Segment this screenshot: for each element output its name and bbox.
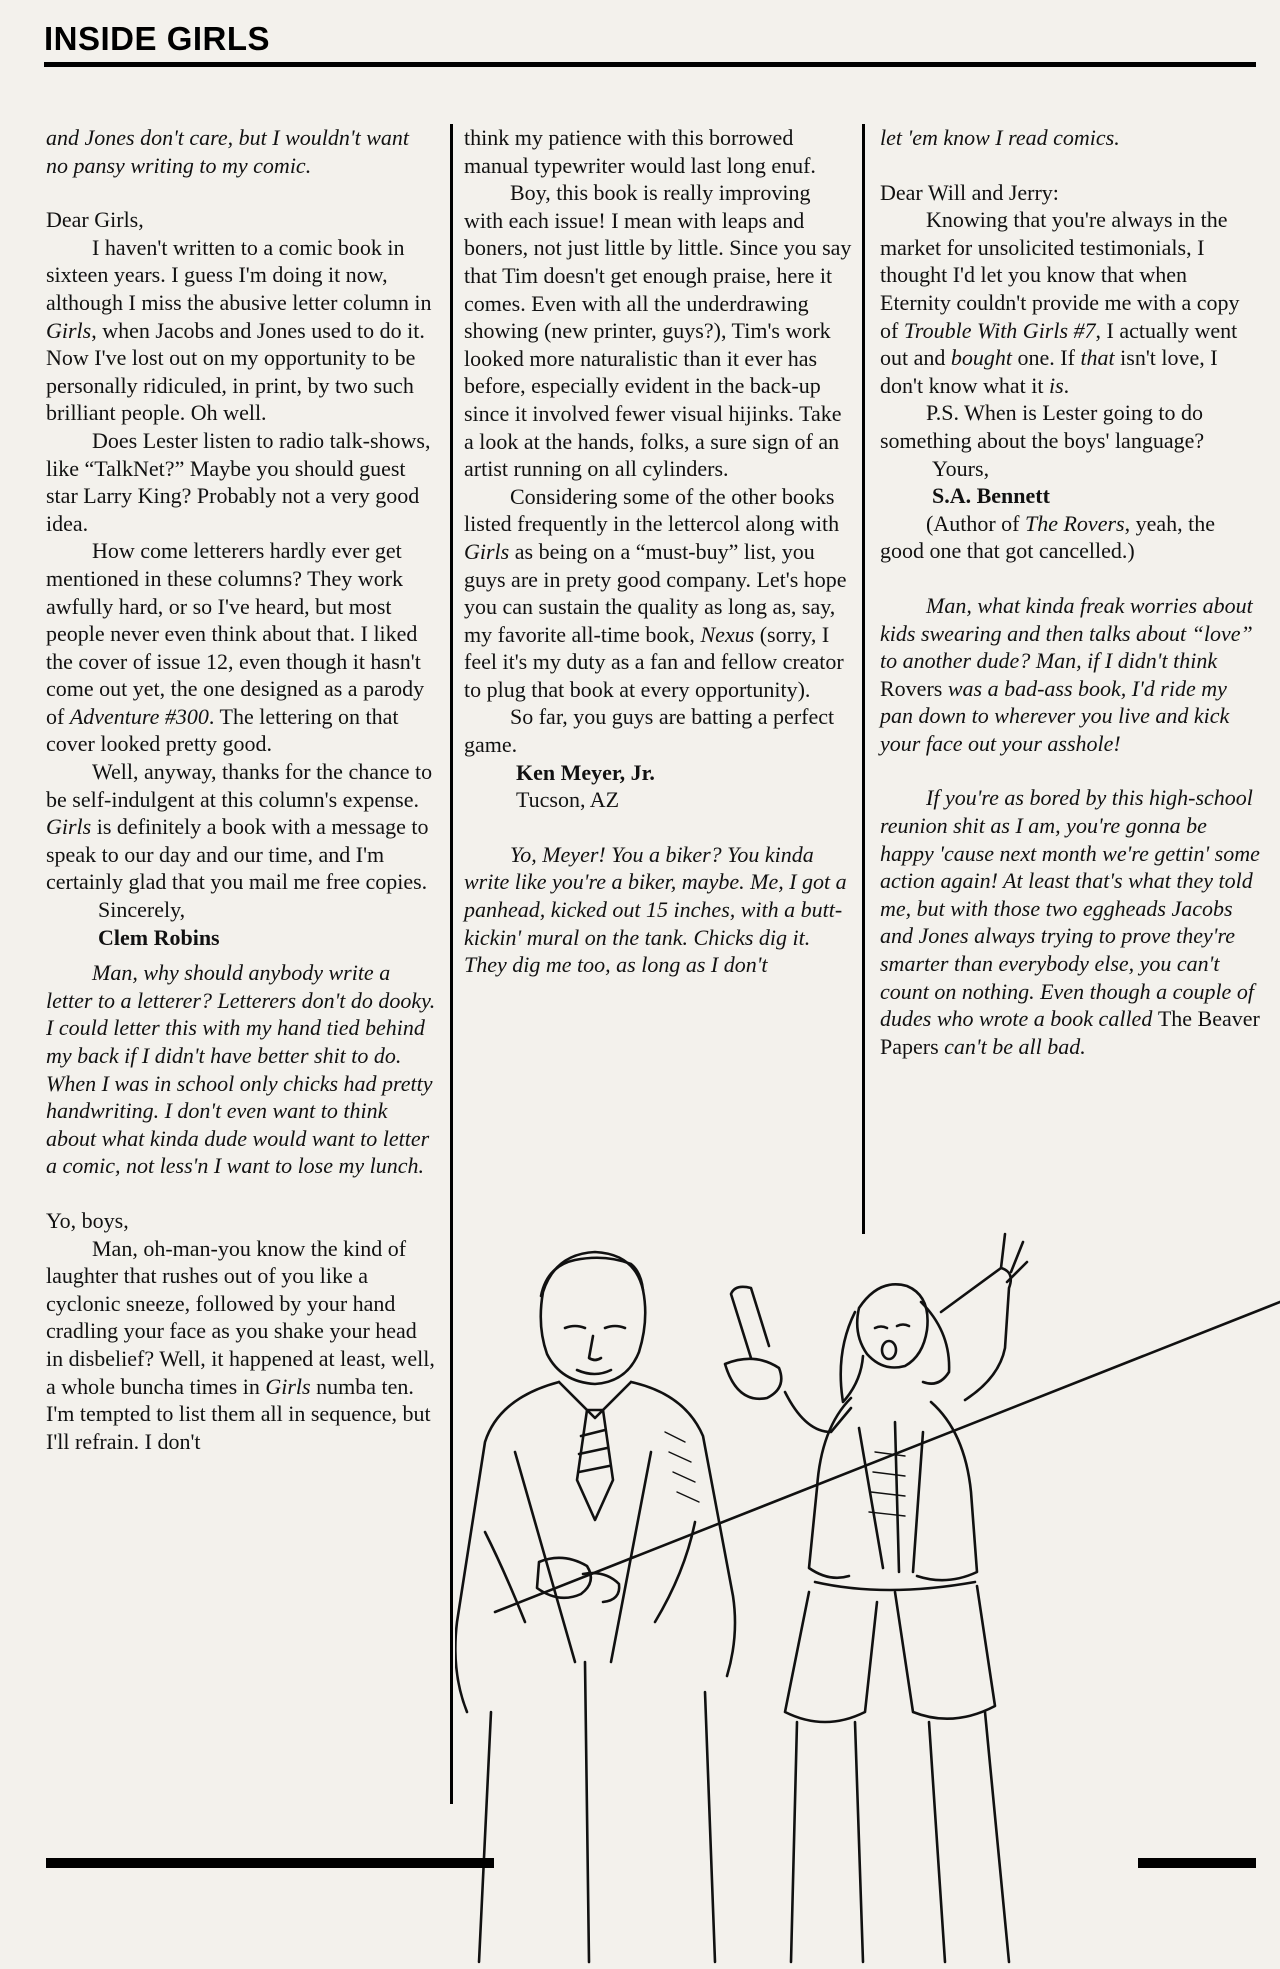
editor-reply: If you're as bored by this high-school reunion shit as I am, you're gonna be happy 'cause next month we're gettin' some action again! At least that's what they told me, but with those two eggheads Jacobs and Jones always trying to prove they're smarter than everybody else, you can't count on nothing. Even though a couple of dudes who wrote a book called The Beaver Papers can't be all bad. (880, 785, 1260, 1059)
letter-location: Tucson, AZ (516, 787, 620, 813)
editor-reply-continued: let 'em know I read comics. (880, 125, 1120, 150)
letter-signature: Clem Robins (98, 924, 220, 950)
letter-signature: S.A. Bennett (932, 483, 1050, 509)
page-title: INSIDE GIRLS (44, 20, 271, 57)
letter-paragraph: P.S. When is Lester going to do something about the boys' language? (880, 400, 1205, 453)
editor-reply-continued: and Jones don't care, but I wouldn't want no pansy writing to my comic. (46, 125, 410, 178)
footer-rule-right (1138, 1858, 1256, 1868)
woman-figure (857, 1284, 927, 1367)
letter-paragraph: Man, oh-man-you know the kind of laughter that rushes out of you like a cyclonic sneeze, followed by your hand cradling your face as you shake your head in disbelief? Well, it happened at least, well, a whole buncha times in Girls numba ten. I'm tempted to list them all in sequence, but I'll refrain. I don't (46, 1235, 435, 1454)
editor-reply: Man, what kinda freak worries about kids swearing and then talks about “love” to another dude? Man, if I didn't think Rovers was a bad-ass book, I'd ride my pan down to wherever you live and kick your face out your asshole! (880, 592, 1253, 756)
footer-rule-left (46, 1858, 494, 1868)
letter-paragraph: I haven't written to a comic book in sixteen years. I guess I'm doing it now, although I miss the abusive letter column in Girls, when Jacobs and Jones used to do it. Now I've lost out on my opportunity to be personally ridiculed, in print, by two such brilliant people. Oh well. (46, 234, 432, 426)
letter-salutation: Dear Will and Jerry: (880, 179, 1059, 205)
letter-signature: Ken Meyer, Jr. (516, 759, 655, 785)
letter-closing: Yours, (932, 455, 990, 481)
editor-reply: Yo, Meyer! You a biker? You kinda write like you're a biker, maybe. Me, I got a panhead, kicked out 15 inches, with a butt-kickin' mural on the tank. Chicks dig it. They dig me too, as long as I don't (464, 841, 847, 978)
letter-closing: Sincerely, (98, 897, 186, 923)
man-figure (541, 1252, 646, 1384)
letter-paragraph: Does Lester listen to radio talk-shows, like “TalkNet?” Maybe you should guest star Larry King? Probably not a very good idea. (46, 427, 431, 536)
letter-paragraph: Well, anyway, thanks for the chance to be self-indulgent at this column's expense. Girls is definitely a book with a message to speak to our day and our time, and I'm certainly glad that you mail me free copies. (46, 759, 433, 895)
letter-paragraph: Considering some of the other books listed frequently in the lettercol along with Girls as being on a “must-buy” list, you guys are in prety good company. Let's hope you can sustain the quality as long as, say, my favorite all-time book, Nexus (sorry, I feel it's my duty as a fan and fellow creator to plug that book at every opportunity). (464, 483, 847, 702)
column-2 (464, 124, 852, 979)
letter-paragraph: Knowing that you're always in the market for unsolicited testimonials, I thought I'd let you know that when Eternity couldn't provide me with a copy of Trouble With Girls #7, I actually went out and bought one. If that isn't love, I don't know what it is. (880, 207, 1240, 398)
letter-author-note: (Author of The Rovers, yeah, the good one that got cancelled.) (880, 510, 1215, 564)
column-3 (880, 124, 1260, 1060)
column-divider-2 (862, 124, 865, 1234)
letter-salutation: Dear Girls, (46, 207, 144, 233)
letter-salutation: Yo, boys, (46, 1207, 129, 1233)
letter-paragraph: Boy, this book is really improving with each issue! I mean with leaps and boners, not just little by little. Since you say that Tim doesn't get enough praise, here it comes. Even with all the underdrawing showing (new printer, guys?), Tim's work looked more naturalistic than it ever has before, especially evident in the back-up since it involved fewer visual hijinks. Take a look at the hands, folks, a sure sign of an artist running on all cylinders. (464, 180, 852, 482)
header-rule (44, 62, 1256, 67)
page-header (44, 18, 1256, 66)
letter-paragraph: How come letterers hardly ever get mentioned in these columns? They work awfully hard, or so I've heard, but most people never even think about that. I liked the cover of issue 12, even though it hasn't come out yet, the one designed as a parody of Adventure #300. The lettering on that cover looked pretty good. (46, 538, 425, 757)
letter-paragraph: think my patience with this borrowed manual typewriter would last long enuf. (464, 125, 816, 178)
letter-paragraph: So far, you guys are batting a perfect game. (464, 704, 835, 758)
column-divider-1 (450, 124, 453, 1804)
column-1 (46, 124, 436, 1455)
editor-reply: Man, why should anybody write a letter to a letterer? Letterers don't do dooky. I could letter this with my hand tied behind my back if I didn't have better shit to do. When I was in school only chicks had pretty handwriting. I don't even want to think about what kinda dude would want to letter a comic, not less'n I want to lose my lunch. (46, 960, 436, 1179)
